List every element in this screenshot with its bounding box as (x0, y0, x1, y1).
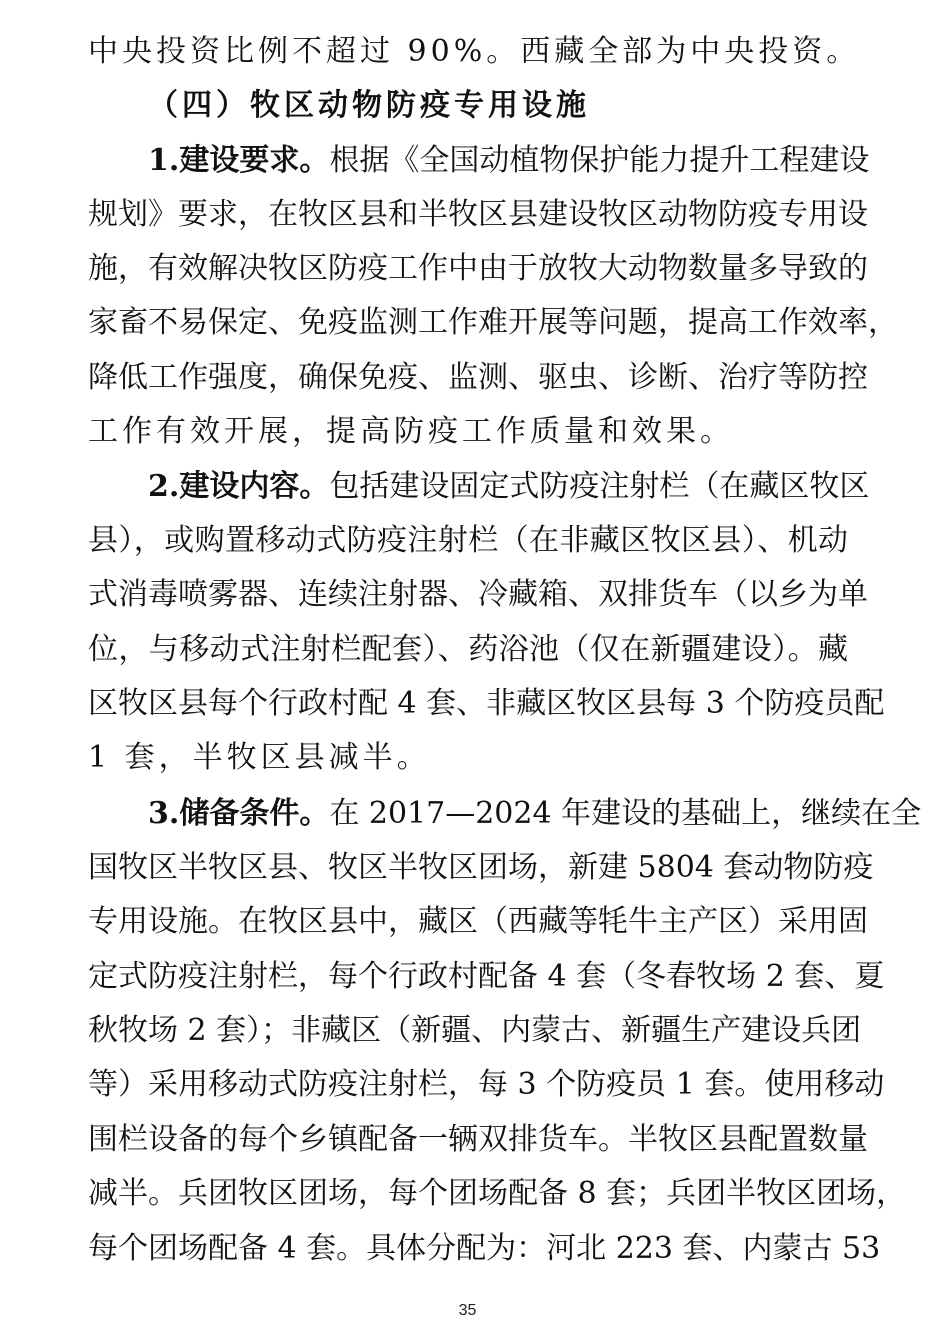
text-line-13: 区牧区县每个行政村配 4 套、非藏区牧区县每 3 个防疫员配 (88, 686, 885, 721)
page-number: 35 (458, 1302, 477, 1319)
subheading-1: 1.建设要求。 (148, 143, 330, 178)
text-line-1: 中央投资比例不超过 90%。西藏全部为中央投资。 (88, 34, 861, 69)
text-line-11: 式消毒喷雾器、连续注射器、冷藏箱、双排货车（以乡为单 (88, 577, 868, 612)
text-line-16: 国牧区半牧区县、牧区半牧区团场，新建 5804 套动物防疫 (88, 850, 874, 885)
text-line-3 (148, 141, 870, 181)
subheading-2: 2.建设内容。 (148, 469, 330, 504)
section-heading: （四）牧区动物防疫专用设施 (148, 88, 590, 123)
text-line-19: 秋牧场 2 套）；非藏区（新疆、内蒙古、新疆生产建设兵团 (88, 1013, 862, 1048)
text-line-15-body: 在 2017—2024 年建设的基础上，继续在全 (329, 796, 922, 831)
text-line-7: 降低工作强度，确保免疫、监测、驱虫、诊断、治疗等防控 (88, 360, 868, 395)
text-line-3-body: 根据《全国动植物保护能力提升工程建设 (329, 143, 870, 178)
subheading-3: 3.储备条件。 (148, 796, 330, 831)
text-line-12: 位，与移动式注射栏配套）、药浴池（仅在新疆建设）。藏 (88, 632, 848, 667)
text-line-14: 1 套，半牧区县减半。 (88, 740, 431, 775)
text-line-21: 围栏设备的每个乡镇配备一辆双排货车。半牧区县配置数量 (88, 1122, 868, 1157)
text-line-20: 等）采用移动式防疫注射栏，每 3 个防疫员 1 套。使用移动 (88, 1067, 885, 1102)
text-line-4: 规划》要求，在牧区县和半牧区县建设牧区动物防疫专用设 (88, 197, 868, 232)
text-line-9 (148, 467, 870, 507)
text-line-17: 专用设施。在牧区县中，藏区（西藏等牦牛主产区）采用固 (88, 904, 868, 939)
text-line-23: 每个团场配备 4 套。具体分配为：河北 223 套、内蒙古 53 (88, 1231, 881, 1266)
text-line-6: 家畜不易保定、免疫监测工作难开展等问题，提高工作效率， (88, 305, 898, 340)
text-line-5: 施，有效解决牧区防疫工作中由于放牧大动物数量多导致的 (88, 251, 868, 286)
text-line-8: 工作有效开展，提高防疫工作质量和效果。 (88, 414, 734, 449)
text-line-10: 县），或购置移动式防疫注射栏（在非藏区牧区县）、机动 (88, 523, 848, 558)
text-line-15 (148, 794, 922, 834)
text-line-9-body: 包括建设固定式防疫注射栏（在藏区牧区 (329, 469, 870, 504)
text-line-18: 定式防疫注射栏，每个行政村配备 4 套（冬春牧场 2 套、夏 (88, 959, 885, 994)
text-line-22: 减半。兵团牧区团场，每个团场配备 8 套；兵团半牧区团场， (88, 1176, 907, 1211)
